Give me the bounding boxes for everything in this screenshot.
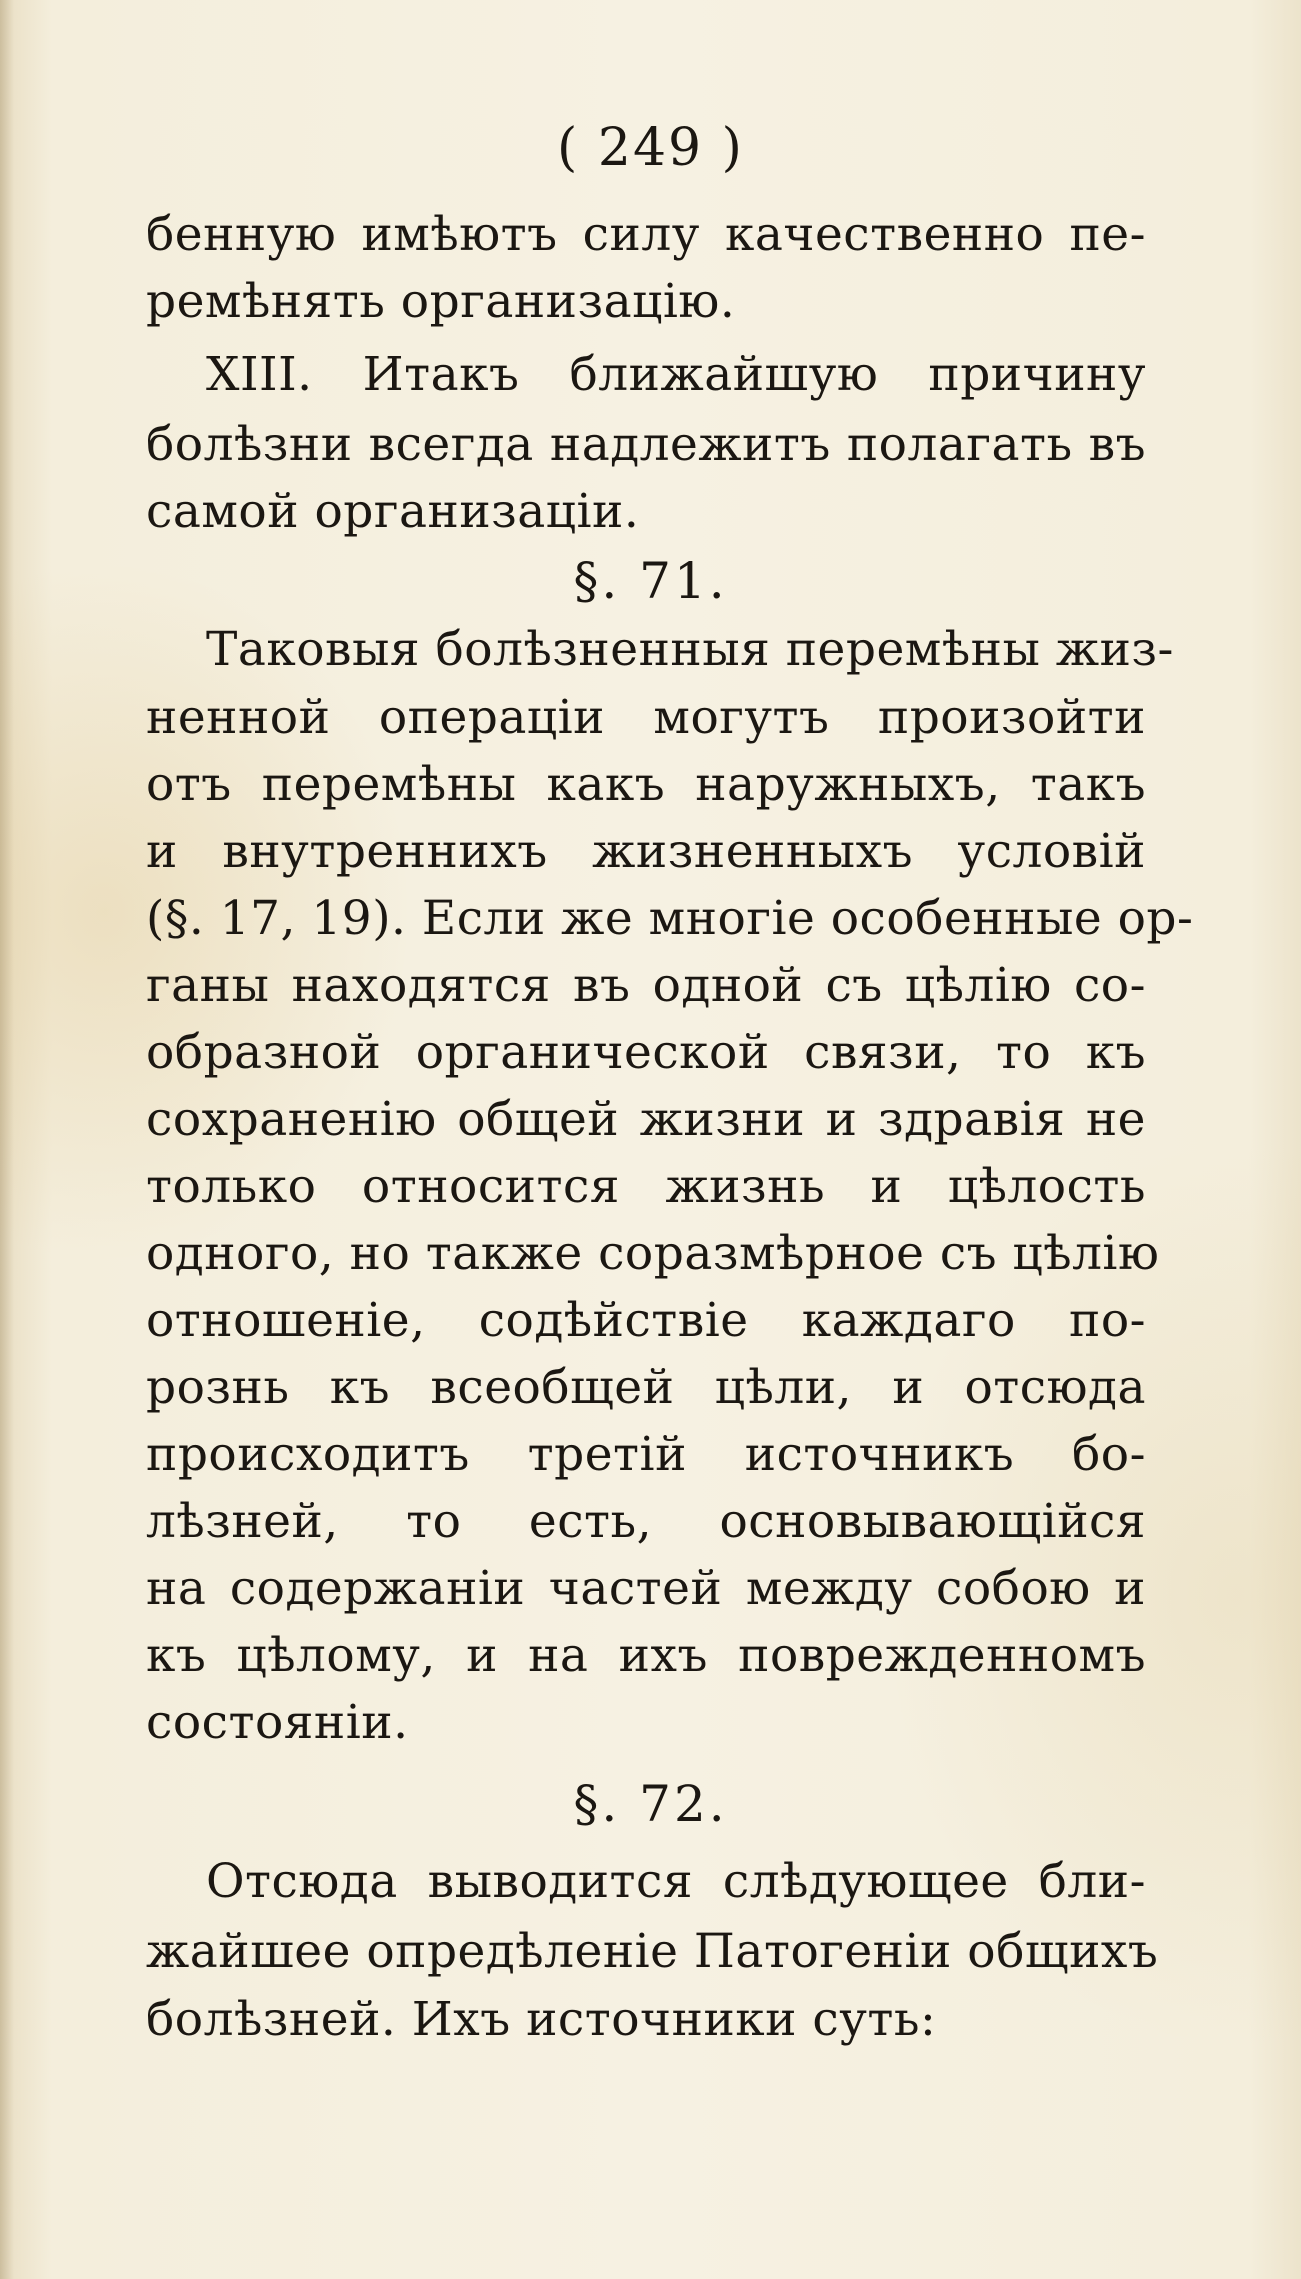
text-line: Таковыя болѣзненныя перемѣны жиз- [206,622,1174,677]
text-line: рознь къ всеобщей цѣли, и отсюда [146,1360,1146,1415]
text-line: Отсюда выводится слѣдующее бли- [206,1854,1146,1909]
page-edge-shadow [0,0,14,2279]
text-line: ненной операціи могутъ произойти [146,690,1146,745]
text-line: сохраненію общей жизни и здравія не [146,1092,1146,1147]
text-line: состояніи. [146,1695,409,1750]
text-line: образной органической связи, то къ [146,1025,1146,1080]
text-line: отъ перемѣны какъ наружныхъ, такъ [146,757,1146,812]
text-line: одного, но также соразмѣрное съ цѣлію [146,1226,1160,1281]
text-line: (§. 17, 19). Если же многіе особенные ор- [146,891,1194,946]
text-line: самой организаціи. [146,484,640,539]
text-line: ганы находятся въ одной съ цѣлію со- [146,958,1146,1013]
text-line: ремѣнять организацію. [146,274,736,329]
text-line: XIII. Итакъ ближайшую причину [206,347,1146,402]
text-line: происходитъ третій источникъ бо- [146,1427,1146,1482]
text-line: болѣзней. Ихъ источники суть: [146,1992,937,2047]
text-line: жайшее опредѣленіе Патогеніи общихъ [146,1924,1159,1979]
page-number-header: ( 249 ) [557,118,744,178]
text-line: къ цѣлому, и на ихъ поврежденномъ [146,1628,1146,1683]
text-line: болѣзни всегда надлежитъ полагать въ [146,417,1146,472]
section-heading: §. 72. [573,1775,728,1833]
text-line: на содержаніи частей между собою и [146,1561,1146,1616]
text-line: бенную имѣютъ силу качественно пе- [146,207,1146,262]
section-heading: §. 71. [573,552,728,610]
text-line: и внутреннихъ жизненныхъ условій [146,824,1146,879]
text-line: лѣзней, то есть, основывающійся [146,1494,1146,1549]
text-line: отношеніе, содѣйствіе каждаго по- [146,1293,1146,1348]
text-line: только относится жизнь и цѣлость [146,1159,1146,1214]
